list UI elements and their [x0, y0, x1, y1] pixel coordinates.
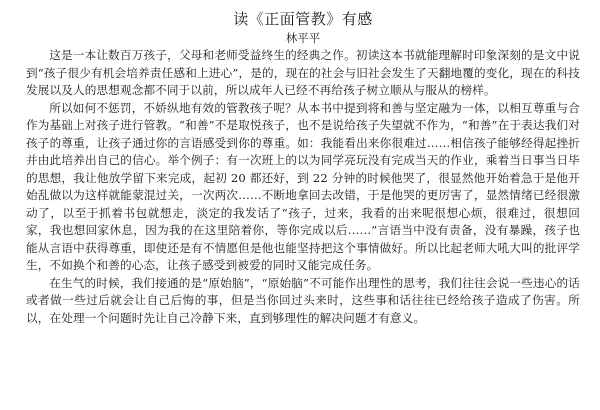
paragraph-2: 所以如何不惩罚，不娇纵地有效的管教孩子呢？从本书中提到将和善与坚定融为一体，以相互尊重与合作为基础上对孩子进行管教。“和善”不是取悦孩子，也不是说给孩子失望就不作为，“和善”在于表达我们对孩子的尊重，让孩子通过你的言语感受到你的尊重。如：我能看出来你很难过……相信孩子能够经得起挫折并由此培养出自己的信心。举个例子：有一次班上的以为同学亮玩没有完成当天的作业，乘着当日事当日毕的思想，我让他放学留下来完成，起初 20 都还好，到 22 分钟的时候他哭了，很显然他开始着急于是他开始乱做以为这样就能蒙混过关，一次两次……不断地拿回去改错，于是他哭的更厉害了，显然情绪已经很激动了，以至于抓着书包就想走，淡定的我发话了“孩子，过来，我看的出来呢很想心烦，很难过，很想回家，我也想回家休息，因为我的在这里陪着你，等你完成以后……”言语当中没有责备，没有暴躁，孩子也能从言语中获得尊重，即使还是有不情愿但是他也能坚持把这个事情做好。所以比起老师大吼大叫的批评学生，不如换个和善的心态，让孩子感受到被爱的同时又能完成任务。: [26, 100, 580, 272]
paragraph-3: 在生气的时候，我们接通的是“原始脑”，“原始脑”不可能作出理性的思考，我们往往会说一些违心的话或者做一些过后就会让自己后悔的事，但是当你回过头来时，这些事和话往往已经给孩子造成了伤害。所以，在处理一个问题时先让自己冷静下来，直到够理性的解决问题才有意义。: [26, 275, 580, 325]
article-author: 林平平: [285, 31, 321, 45]
article-title: 读《正面管教》有感: [233, 10, 373, 28]
paragraph-1: 这是一本让数百万孩子，父母和老师受益终生的经典之作。初读这本书就能理解时印象深刻的是文中说到“孩子很少有机会培养责任感和上进心”，是的，现在的社会与旧社会发生了天翻地覆的变化，现在的科技发展以及人的思想观念都不同于以前，所以成年人已经不再给孩子树立顺从与服从的榜样。: [26, 48, 580, 97]
